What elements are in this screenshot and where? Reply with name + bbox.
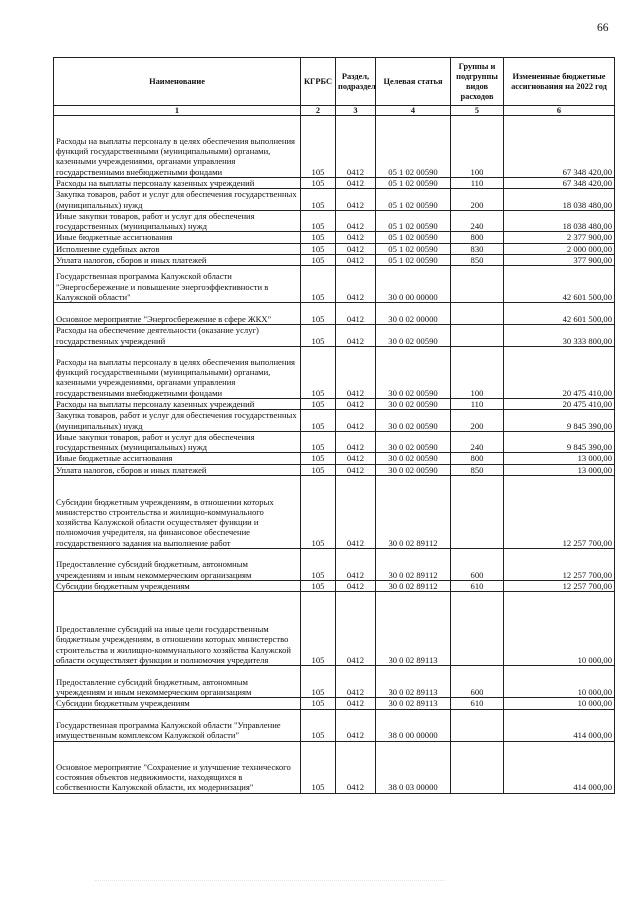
cell-name: Иные закупки товаров, работ и услуг для обеспечения государственных (муниципальных) нужд: [54, 210, 301, 232]
cell-amount: 10 000,00: [504, 698, 615, 709]
column-number: 2: [301, 106, 336, 116]
cell-group: 110: [451, 398, 504, 409]
cell-name: Иные бюджетные ассигнования: [54, 453, 301, 464]
cell-group: 100: [451, 116, 504, 178]
cell-group: [451, 325, 504, 347]
cell-kgrbs: 105: [301, 210, 336, 232]
cell-amount: 18 038 480,00: [504, 210, 615, 232]
cell-section: 0412: [336, 346, 376, 398]
cell-kgrbs: 105: [301, 189, 336, 211]
cell-section: 0412: [336, 698, 376, 709]
cell-group: 800: [451, 232, 504, 243]
cell-target: 30 0 02 89113: [376, 666, 451, 698]
cell-amount: 414 000,00: [504, 709, 615, 741]
cell-section: 0412: [336, 398, 376, 409]
cell-amount: 2 000 000,00: [504, 243, 615, 254]
cell-target: 38 0 03 00000: [376, 741, 451, 793]
cell-name: Государственная программа Калужской области "Энергосбережение и повышение энергоэффективности в Калужской области": [54, 266, 301, 303]
table-row: [54, 178, 615, 189]
cell-target: 30 0 00 00000: [376, 266, 451, 303]
header-kgrbs: КГРБС: [301, 58, 336, 106]
header-row: [54, 58, 615, 106]
table-row: [54, 666, 615, 698]
table-row: [54, 464, 615, 475]
cell-group: [451, 476, 504, 549]
cell-name: Субсидии бюджетным учреждениям: [54, 698, 301, 709]
column-number-row: [54, 106, 615, 116]
cell-group: 800: [451, 453, 504, 464]
cell-name: Уплата налогов, сборов и иных платежей: [54, 255, 301, 266]
cell-target: 30 0 02 00000: [376, 303, 451, 325]
cell-kgrbs: 105: [301, 592, 336, 666]
cell-amount: 13 000,00: [504, 464, 615, 475]
cell-section: 0412: [336, 232, 376, 243]
cell-target: 05 1 02 00590: [376, 189, 451, 211]
table-row: [54, 325, 615, 347]
cell-section: 0412: [336, 410, 376, 432]
table-row: [54, 303, 615, 325]
cell-group: 200: [451, 410, 504, 432]
cell-amount: 67 348 420,00: [504, 116, 615, 178]
cell-section: 0412: [336, 453, 376, 464]
cell-group: [451, 266, 504, 303]
cell-target: 30 0 02 00590: [376, 464, 451, 475]
cell-amount: 9 845 390,00: [504, 431, 615, 453]
cell-kgrbs: 105: [301, 346, 336, 398]
cell-name: Исполнение судебных актов: [54, 243, 301, 254]
cell-name: Основное мероприятие "Энергосбережение в сфере ЖКХ": [54, 303, 301, 325]
cell-amount: 42 601 500,00: [504, 266, 615, 303]
cell-amount: 9 845 390,00: [504, 410, 615, 432]
cell-target: 30 0 02 89112: [376, 476, 451, 549]
cell-kgrbs: 105: [301, 398, 336, 409]
table-row: [54, 709, 615, 741]
cell-section: 0412: [336, 431, 376, 453]
cell-group: 610: [451, 581, 504, 592]
cell-kgrbs: 105: [301, 431, 336, 453]
cell-section: 0412: [336, 255, 376, 266]
cell-amount: 20 475 410,00: [504, 346, 615, 398]
header-amount: Измененные бюджетные ассигнования на 2022 год: [504, 58, 615, 106]
cell-name: Закупка товаров, работ и услуг для обеспечения государственных (муниципальных) нужд: [54, 189, 301, 211]
table-row: [54, 116, 615, 178]
cell-name: Уплата налогов, сборов и иных платежей: [54, 464, 301, 475]
cell-group: 200: [451, 189, 504, 211]
header-target: Целевая статья: [376, 58, 451, 106]
cell-target: 30 0 02 89112: [376, 581, 451, 592]
cell-target: 38 0 00 00000: [376, 709, 451, 741]
cell-amount: 42 601 500,00: [504, 303, 615, 325]
column-number: 5: [451, 106, 504, 116]
cell-section: 0412: [336, 592, 376, 666]
table-row: [54, 189, 615, 211]
cell-kgrbs: 105: [301, 741, 336, 793]
cell-name: Государственная программа Калужской области "Управление имущественным комплексом Калужской области": [54, 709, 301, 741]
cell-kgrbs: 105: [301, 453, 336, 464]
cell-amount: 377 900,00: [504, 255, 615, 266]
cell-amount: 30 333 800,00: [504, 325, 615, 347]
table-row: [54, 549, 615, 581]
bottom-faint-marks: [95, 880, 445, 889]
cell-target: 05 1 02 00590: [376, 232, 451, 243]
cell-target: 30 0 02 00590: [376, 346, 451, 398]
cell-target: 05 1 02 00590: [376, 243, 451, 254]
cell-name: Расходы на выплаты персоналу казенных учреждений: [54, 178, 301, 189]
cell-name: Закупка товаров, работ и услуг для обеспечения государственных (муниципальных) нужд: [54, 410, 301, 432]
cell-amount: 414 000,00: [504, 741, 615, 793]
cell-name: Субсидии бюджетным учреждениям, в отношении которых министерство строительства и жилищно-коммунального хозяйства Калужской области осуществляет функции и полномочия учредителя, на финансовое обеспечение государственного задания на выполнение работ: [54, 476, 301, 549]
cell-target: 05 1 02 00590: [376, 210, 451, 232]
cell-kgrbs: 105: [301, 116, 336, 178]
cell-amount: 13 000,00: [504, 453, 615, 464]
cell-group: 240: [451, 431, 504, 453]
cell-section: 0412: [336, 666, 376, 698]
cell-group: 610: [451, 698, 504, 709]
cell-group: 850: [451, 464, 504, 475]
cell-group: [451, 741, 504, 793]
budget-table: [53, 57, 615, 794]
cell-section: 0412: [336, 464, 376, 475]
table-row: [54, 431, 615, 453]
cell-kgrbs: 105: [301, 178, 336, 189]
cell-target: 30 0 02 89113: [376, 592, 451, 666]
cell-name: Расходы на выплаты персоналу казенных учреждений: [54, 398, 301, 409]
table-row: [54, 210, 615, 232]
header-name: Наименование: [54, 58, 301, 106]
cell-target: 05 1 02 00590: [376, 178, 451, 189]
table-row: [54, 581, 615, 592]
page-number: 66: [597, 22, 609, 34]
table-row: [54, 255, 615, 266]
cell-name: Иные закупки товаров, работ и услуг для обеспечения государственных (муниципальных) нужд: [54, 431, 301, 453]
cell-name: Расходы на выплаты персоналу в целях обеспечения выполнения функций государственными (муниципальными) органами, казенными учреждениями, органами управления государственными внебюджетными фондами: [54, 346, 301, 398]
header-groups: Группы и подгруппы видов расходов: [451, 58, 504, 106]
cell-target: 30 0 02 00590: [376, 453, 451, 464]
cell-kgrbs: 105: [301, 698, 336, 709]
table-row: [54, 476, 615, 549]
header-section: Раздел, подраздел: [336, 58, 376, 106]
cell-name: Иные бюджетные ассигнования: [54, 232, 301, 243]
cell-section: 0412: [336, 709, 376, 741]
cell-section: 0412: [336, 178, 376, 189]
cell-group: 830: [451, 243, 504, 254]
cell-group: 100: [451, 346, 504, 398]
cell-kgrbs: 105: [301, 464, 336, 475]
cell-name: Расходы на выплаты персоналу в целях обеспечения выполнения функций государственными (муниципальными) органами, казенными учреждениями, органами управления государственными внебюджетными фондами: [54, 116, 301, 178]
cell-group: 600: [451, 549, 504, 581]
cell-amount: 12 257 700,00: [504, 476, 615, 549]
cell-amount: 12 257 700,00: [504, 581, 615, 592]
cell-kgrbs: 105: [301, 549, 336, 581]
column-number: 6: [504, 106, 615, 116]
cell-kgrbs: 105: [301, 232, 336, 243]
cell-group: [451, 303, 504, 325]
cell-name: Предоставление субсидий на иные цели государственным бюджетным учреждениям, в отношении которых министерство строительства и жилищно-коммунального хозяйства Калужской области осуществляет функции и полномочия учредителя: [54, 592, 301, 666]
column-number: 1: [54, 106, 301, 116]
cell-amount: 18 038 480,00: [504, 189, 615, 211]
cell-target: 30 0 02 00590: [376, 398, 451, 409]
table-row: [54, 698, 615, 709]
cell-section: 0412: [336, 303, 376, 325]
table-row: [54, 346, 615, 398]
table-row: [54, 592, 615, 666]
cell-kgrbs: 105: [301, 709, 336, 741]
budget-table-body: [54, 116, 615, 794]
cell-section: 0412: [336, 741, 376, 793]
cell-amount: 12 257 700,00: [504, 549, 615, 581]
table-row: [54, 243, 615, 254]
cell-target: 30 0 02 00590: [376, 431, 451, 453]
column-number: 4: [376, 106, 451, 116]
cell-amount: 20 475 410,00: [504, 398, 615, 409]
cell-group: 600: [451, 666, 504, 698]
cell-section: 0412: [336, 243, 376, 254]
cell-group: [451, 709, 504, 741]
cell-name: Предоставление субсидий бюджетным, автономным учреждениям и иным некоммерческим организациям: [54, 666, 301, 698]
cell-group: 110: [451, 178, 504, 189]
cell-kgrbs: 105: [301, 410, 336, 432]
cell-section: 0412: [336, 325, 376, 347]
cell-kgrbs: 105: [301, 476, 336, 549]
cell-name: Основное мероприятие "Сохранение и улучшение технического состояния объектов недвижимости, находящихся в собственности Калужской области, их модернизация": [54, 741, 301, 793]
cell-target: 05 1 02 00590: [376, 255, 451, 266]
table-row: [54, 741, 615, 793]
cell-target: 30 0 02 89112: [376, 549, 451, 581]
table-row: [54, 453, 615, 464]
cell-amount: 10 000,00: [504, 592, 615, 666]
cell-section: 0412: [336, 476, 376, 549]
cell-name: Предоставление субсидий бюджетным, автономным учреждениям и иным некоммерческим организациям: [54, 549, 301, 581]
column-number: 3: [336, 106, 376, 116]
cell-section: 0412: [336, 549, 376, 581]
table-row: [54, 266, 615, 303]
table-row: [54, 232, 615, 243]
cell-kgrbs: 105: [301, 243, 336, 254]
cell-name: Расходы на обеспечение деятельности (оказание услуг) государственных учреждений: [54, 325, 301, 347]
cell-name: Субсидии бюджетным учреждениям: [54, 581, 301, 592]
cell-amount: 10 000,00: [504, 666, 615, 698]
cell-amount: 67 348 420,00: [504, 178, 615, 189]
cell-target: 30 0 02 89113: [376, 698, 451, 709]
cell-section: 0412: [336, 210, 376, 232]
cell-target: 30 0 02 00590: [376, 325, 451, 347]
cell-group: 240: [451, 210, 504, 232]
cell-kgrbs: 105: [301, 581, 336, 592]
cell-kgrbs: 105: [301, 303, 336, 325]
cell-target: 30 0 02 00590: [376, 410, 451, 432]
cell-section: 0412: [336, 189, 376, 211]
table-row: [54, 410, 615, 432]
cell-group: [451, 592, 504, 666]
table-row: [54, 398, 615, 409]
cell-section: 0412: [336, 266, 376, 303]
cell-amount: 2 377 900,00: [504, 232, 615, 243]
cell-kgrbs: 105: [301, 266, 336, 303]
cell-kgrbs: 105: [301, 666, 336, 698]
cell-kgrbs: 105: [301, 255, 336, 266]
cell-target: 05 1 02 00590: [376, 116, 451, 178]
cell-group: 850: [451, 255, 504, 266]
cell-kgrbs: 105: [301, 325, 336, 347]
cell-section: 0412: [336, 116, 376, 178]
cell-section: 0412: [336, 581, 376, 592]
